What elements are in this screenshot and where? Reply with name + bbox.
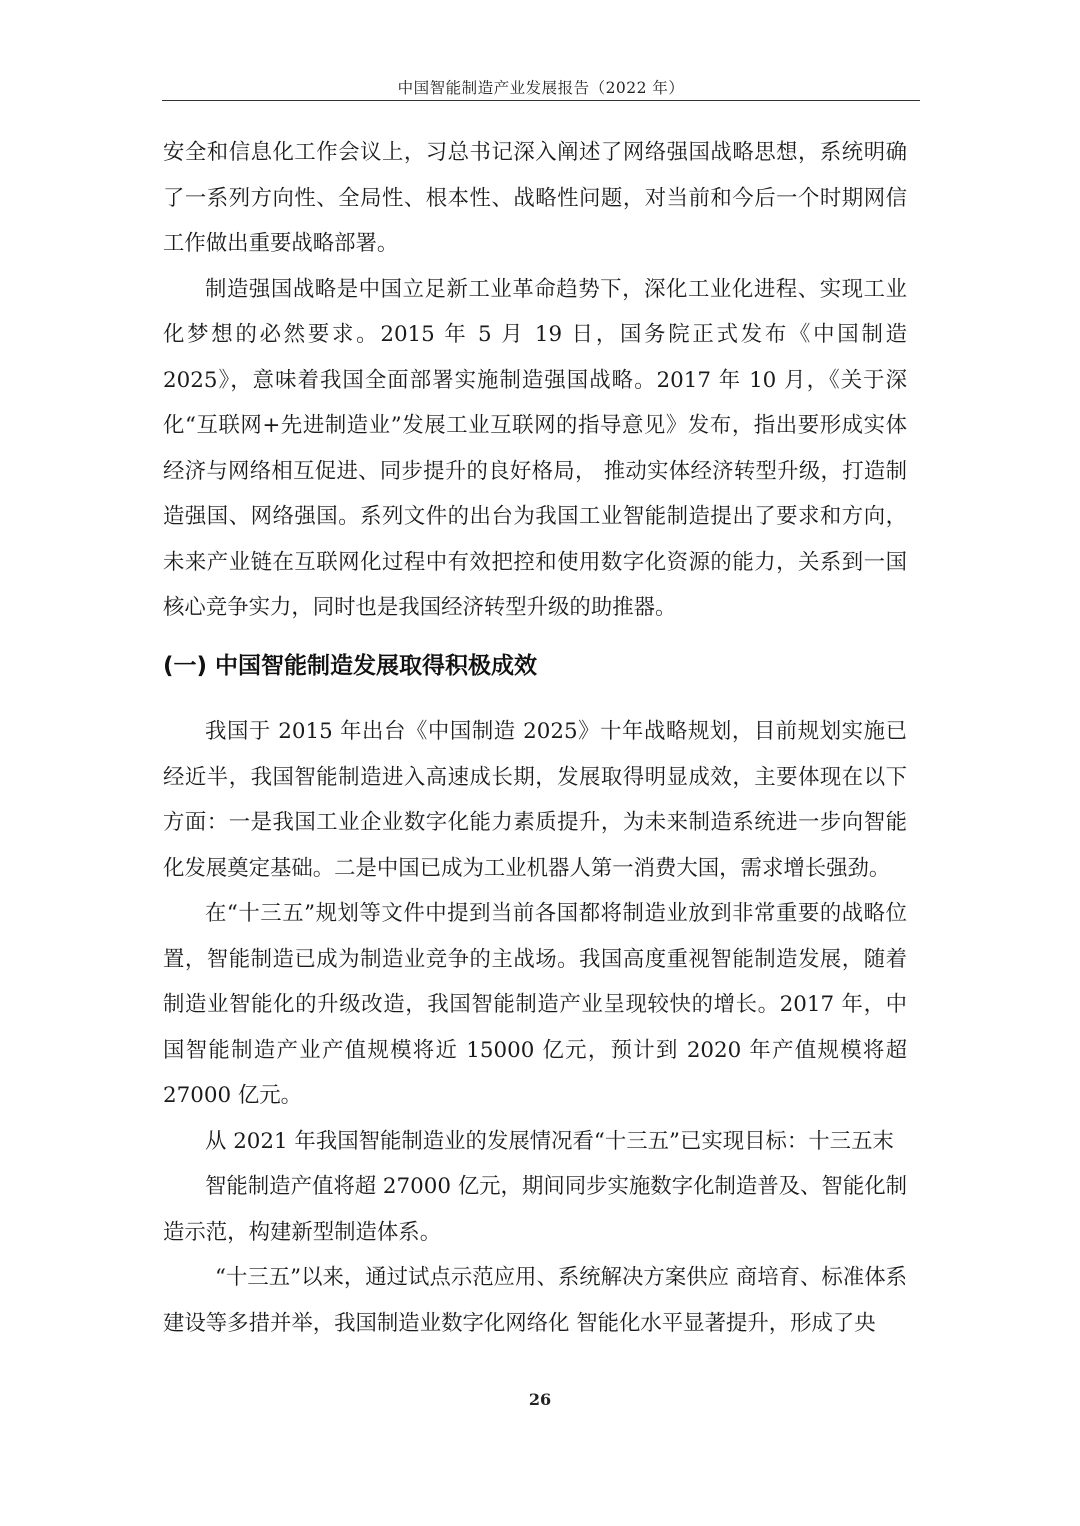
section-heading: (一) 中国智能制造发展取得积极成效 xyxy=(163,653,538,679)
paragraph-2021-status: 从 2021 年我国智能制造业的发展情况看“十三五”已实现目标：十三五末 xyxy=(205,1128,894,1154)
page-number: 26 xyxy=(528,1390,552,1409)
running-header: 中国智能制造产业发展报告（2022 年） xyxy=(397,79,685,97)
paragraph-continued: 安全和信息化工作会议上，习总书记深入阐述了网络强国战略思想，系统明确了一系列方向性、全局性、根本性、战略性问题，对当前和今后一个时期网信工作做出重要战略部署。 xyxy=(163,140,907,256)
header-rule xyxy=(162,100,920,101)
paragraph-13th-five-year-plan: 在“十三五”规划等文件中提到当前各国都将制造业放到非常重要的战略位置，智能制造已成为制造业竞争的主战场。我国高度重视智能制造发展，随着制造业智能化的升级改造，我国智能制造产业呈现较快的增长。2017 年，中国智能制造产业产值规模将近 15000 亿元，预计到 2020 年产值规模将超 27000 亿元。 xyxy=(163,901,907,1108)
paragraph-manufacturing-strategy: 制造强国战略是中国立足新工业革命趋势下，深化工业化进程、实现工业化梦想的必然要求。2015 年 5 月 19 日，国务院正式发布《中国制造 2025》，意味着我国全面部署实施制造强国战略。2017 年 10 月，《关于深化“互联网+先进制造业”发展工业互联网的指导意见》发布，指出要形成实体经济与网络相互促进、同步提升的良好格局， 推动实体经济转型升级，打造制造强国、网络强国。系列文件的出台为我国工业智能制造提出了要求和方向，未来产业链在互联网化过程中有效把控和使用数字化资源的能力，关系到一国核心竞争实力，同时也是我国经济转型升级的助推器。 xyxy=(163,276,907,620)
paragraph-achievements: 我国于 2015 年出台《中国制造 2025》十年战略规划，目前规划实施已经近半，我国智能制造进入高速成长期，发展取得明显成效，主要体现在以下方面：一是我国工业企业数字化能力素质提升，为未来制造系统进一步向智能化发展奠定基础。二是中国已成为工业机器人第一消费大国，需求增长强劲。 xyxy=(163,719,907,881)
body-text-top xyxy=(163,130,907,631)
body-text-bottom xyxy=(163,709,907,1346)
paragraph-since-13th: “十三五”以来，通过试点示范应用、系统解决方案供应 商培育、标准体系建设等多措并举，我国制造业数字化网络化 智能化水平显著提升，形成了央 xyxy=(163,1265,907,1336)
paragraph-output-value: 智能制造产值将超 27000 亿元，期间同步实施数字化制造普及、智能化制造示范，构建新型制造体系。 xyxy=(163,1174,907,1245)
